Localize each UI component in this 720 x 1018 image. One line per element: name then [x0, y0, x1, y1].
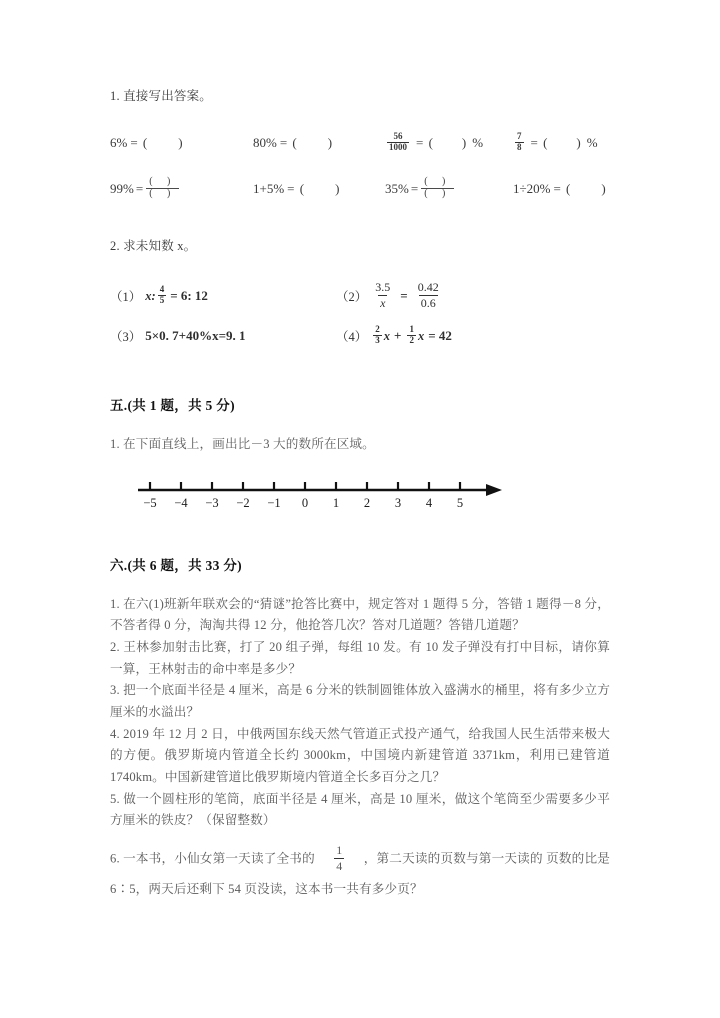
equation-3-number: （3） [110, 330, 142, 344]
item-7-blank-fraction [421, 177, 454, 199]
fill-in-item-2 [253, 135, 385, 151]
equation-1-numerator: 4 [159, 284, 165, 295]
question-6-part-3: 页数的比是 6∶5，两天后还剩下 54 页没读，这本书一共有多少页？ [110, 851, 610, 896]
equation-item-1 [110, 286, 336, 306]
equation-row-1 [110, 276, 610, 316]
equation-1-number: （1） [110, 290, 142, 304]
fill-in-row-1 [110, 126, 610, 160]
section-five-question: 1. 在下面直线上，画出比－3 大的数所在区域。 [110, 437, 375, 451]
item-7-lhs: 35% [385, 181, 409, 196]
item-5-numerator-blank: ( ) [149, 176, 177, 187]
item-3-close: ) [461, 135, 468, 150]
number-line-tick-label: 0 [301, 495, 309, 510]
equation-4-number: （4） [336, 330, 368, 344]
item-4-percent: % [586, 135, 598, 150]
item-3-numerator: 56 [393, 131, 403, 142]
equation-4-fraction-left [373, 325, 382, 345]
item-5-blank-fraction [146, 177, 179, 199]
section-six-question-5: 5. 做一个圆柱形的笔筒，底面半径是 4 厘米，高是 10 厘米，做这个笔筒至少需要多少平方厘米的铁皮？（保留整数） [110, 791, 610, 828]
item-8-eq: = ( [553, 181, 572, 196]
item-1-lhs: 6% [110, 135, 128, 150]
fill-in-item-5 [110, 178, 253, 200]
fill-in-heading: 1. 直接写出答案。 [110, 89, 213, 103]
item-6-close: ) [335, 181, 341, 196]
number-line-arrow-icon [486, 484, 502, 496]
equation-4-variable-1: x [383, 328, 391, 343]
equation-2-equals: = [400, 288, 408, 303]
item-2-lhs: 80% [253, 135, 277, 150]
item-4-eq: = ( [530, 135, 549, 150]
equation-4-denominator-right: 2 [409, 334, 414, 345]
equation-2-numerator-right: 0.42 [417, 279, 439, 294]
section-six-question-1: 1. 在六(1)班新年联欢会的“猜谜”抢答比赛中，规定答对 1 题得 5 分，答错 1 题得－8 分，不答者得 0 分，淘淘共得 12 分，他抢答几次？答对几道题？答错几道题？ [110, 596, 610, 633]
question-6-part-2: ，第二天读的页数与第一天读的 [363, 851, 543, 866]
equation-2-fraction-right [416, 280, 441, 311]
equation-1-denominator: 5 [159, 294, 165, 305]
item-5-denominator-blank: ( ) [146, 188, 179, 200]
question-6-numerator: 1 [336, 842, 343, 857]
fill-in-row-2 [110, 172, 610, 206]
item-4-close: ) [576, 135, 582, 150]
item-1-close: ) [178, 135, 184, 150]
section-six-question-3: 3. 把一个底面半径是 4 厘米，高是 6 分米的铁制圆锥体放入盛满水的桶里，将有多少立方厘米的水溢出？ [110, 683, 610, 719]
item-6-eq: = ( [287, 181, 306, 196]
equation-2-numerator-left: 3.5 [375, 279, 391, 294]
section-six-question-4: 4. 2019 年 12 月 2 日，中俄两国东线天然气管道正式投产通气，给我国人民生活带来极大的方便。俄罗斯境内管道全长约 3000km，中国境内新建管道 3371km，利用已建管道 1740km。中国新建管道比俄罗斯境内管道全长多百分之几？ [110, 726, 610, 784]
number-line-tick-label: −3 [205, 495, 219, 510]
equation-item-3 [110, 327, 336, 345]
number-line-tick-label: 4 [425, 495, 433, 510]
equation-2-fraction-left [373, 280, 392, 311]
equation-4-denominator-left: 3 [375, 334, 380, 345]
equation-3-expression: 5×0. 7+40%x=9. 1 [145, 328, 246, 343]
item-7-denominator-blank: ( ) [421, 188, 454, 200]
equations-heading: 2. 求未知数 x。 [110, 239, 197, 253]
item-3-denominator: 1000 [389, 141, 407, 152]
equation-4-numerator-right: 1 [409, 324, 414, 335]
fill-in-item-4 [513, 133, 598, 153]
item-4-fraction [515, 132, 524, 152]
equation-item-4 [336, 326, 452, 346]
number-line-tick-label: −1 [267, 495, 281, 510]
equation-1-rhs: = 6: 12 [170, 288, 208, 303]
item-1-eq: = ( [130, 135, 149, 150]
fill-in-item-7 [385, 178, 513, 200]
item-3-percent: % [472, 135, 484, 150]
number-line-tick-label: −5 [143, 495, 157, 510]
item-7-eq: = [410, 181, 419, 196]
worksheet-content [110, 86, 610, 904]
section-six-question-6 [110, 844, 610, 904]
equation-row-2 [110, 316, 610, 356]
fill-in-item-6 [253, 181, 385, 197]
equation-4-tail: = 42 [428, 328, 452, 343]
item-7-numerator-blank: ( ) [424, 176, 452, 187]
equation-1-lhs: x: [145, 288, 156, 303]
section-five-heading: 五.(共 1 题，共 5 分) [110, 398, 235, 413]
equation-2-denominator-left: x [380, 295, 386, 310]
number-line [120, 476, 520, 524]
number-line-tick-label: 2 [363, 495, 371, 510]
question-6-fraction [334, 843, 344, 874]
item-4-numerator: 7 [517, 131, 522, 142]
number-line-tick-label: −4 [174, 495, 188, 510]
item-5-lhs: 99% [110, 181, 134, 196]
fill-in-item-8 [513, 181, 607, 197]
section-six-heading: 六.(共 6 题，共 33 分) [110, 557, 242, 573]
question-6-part-1: 6. 一本书，小仙女第一天读了全书的 [110, 851, 315, 866]
item-4-denominator: 8 [517, 141, 522, 152]
number-line-tick-label: 3 [394, 495, 402, 510]
number-line-tick-label: −2 [236, 495, 250, 510]
item-6-lhs: 1+5% [253, 181, 285, 196]
item-5-eq: = [135, 181, 144, 196]
equation-2-number: （2） [336, 290, 368, 304]
equation-item-2 [336, 281, 443, 312]
item-3-eq: = ( [416, 135, 434, 150]
item-2-eq: = ( [279, 135, 298, 150]
number-line-tick-label: 5 [456, 495, 464, 510]
equation-4-fraction-right [407, 325, 416, 345]
equation-4-variable-2: x [417, 328, 425, 343]
equation-4-plus: + [394, 328, 402, 343]
item-8-close: ) [601, 181, 607, 196]
item-2-close: ) [327, 135, 334, 150]
question-6-denominator: 4 [336, 858, 343, 873]
item-3-fraction [387, 132, 409, 152]
fill-in-item-3 [385, 133, 513, 153]
equation-4-numerator-left: 2 [375, 324, 380, 335]
number-line-tick-label: 1 [332, 495, 340, 510]
equation-2-denominator-right: 0.6 [420, 295, 436, 310]
equation-1-fraction [158, 285, 167, 305]
section-six-question-2: 2. 王林参加射击比赛，打了 20 组子弹，每组 10 发。有 10 发子弹没有打中目标，请你算一算，王林射击的命中率是多少？ [110, 639, 610, 676]
fill-in-item-1 [110, 135, 253, 151]
item-8-lhs: 1÷20% [513, 181, 551, 196]
